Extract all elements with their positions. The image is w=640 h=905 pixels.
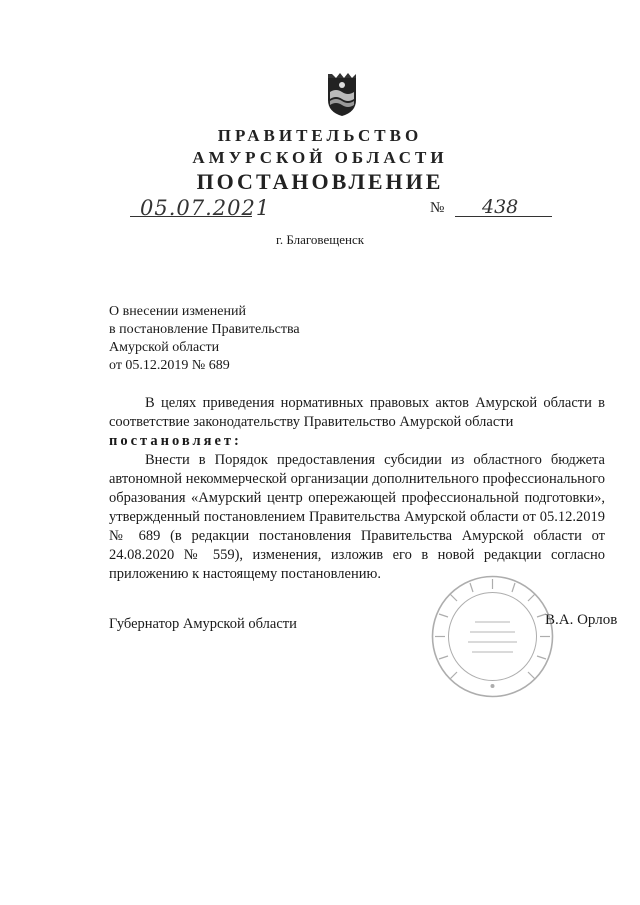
handwritten-date: 05.07.2021 — [140, 196, 271, 220]
main-paragraph: Внести в Порядок предоставления субсидии из областного бюджета автономной некоммерческой организации дополнительного профессионального образования «Амурский центр опережающей профессиональной подготовки», утвержденный постановлением Правительства Амурской области от 05.12.2019 № 689 (в редакции постановления Правительства Амурской области от 24.08.2020 № 559), изменения, изложив его в новой редакции согласно приложению к настоящему постановлению. — [109, 452, 605, 582]
intro-paragraph: В целях приведения нормативных правовых актов Амурской области в соответствие законодательству Правительство Амурской области — [109, 395, 605, 430]
handwritten-number: 438 — [482, 196, 519, 218]
organization-name-line2: АМУРСКОЙ ОБЛАСТИ — [192, 148, 448, 167]
signer-position: Губернатор Амурской области — [109, 616, 297, 632]
coat-of-arms-emblem — [322, 72, 362, 118]
number-label: № — [430, 200, 445, 216]
official-stamp-seal — [430, 574, 555, 699]
decree-word: постановляет: — [109, 433, 242, 449]
organization-name-line1: ПРАВИТЕЛЬСТВО — [217, 126, 423, 145]
subject-line-1: О внесении изменений — [109, 304, 246, 319]
document-body — [109, 394, 605, 584]
subject-line-2: в постановление Правительства — [109, 322, 300, 337]
document-type-title: ПОСТАНОВЛЕНИЕ — [196, 169, 444, 194]
signer-name: В.А. Орлов — [545, 612, 618, 628]
subject-line-3: Амурской области — [109, 340, 220, 355]
city-of-issue: г. Благовещенск — [275, 232, 365, 247]
subject-line-4: от 05.12.2019 № 689 — [109, 358, 230, 373]
